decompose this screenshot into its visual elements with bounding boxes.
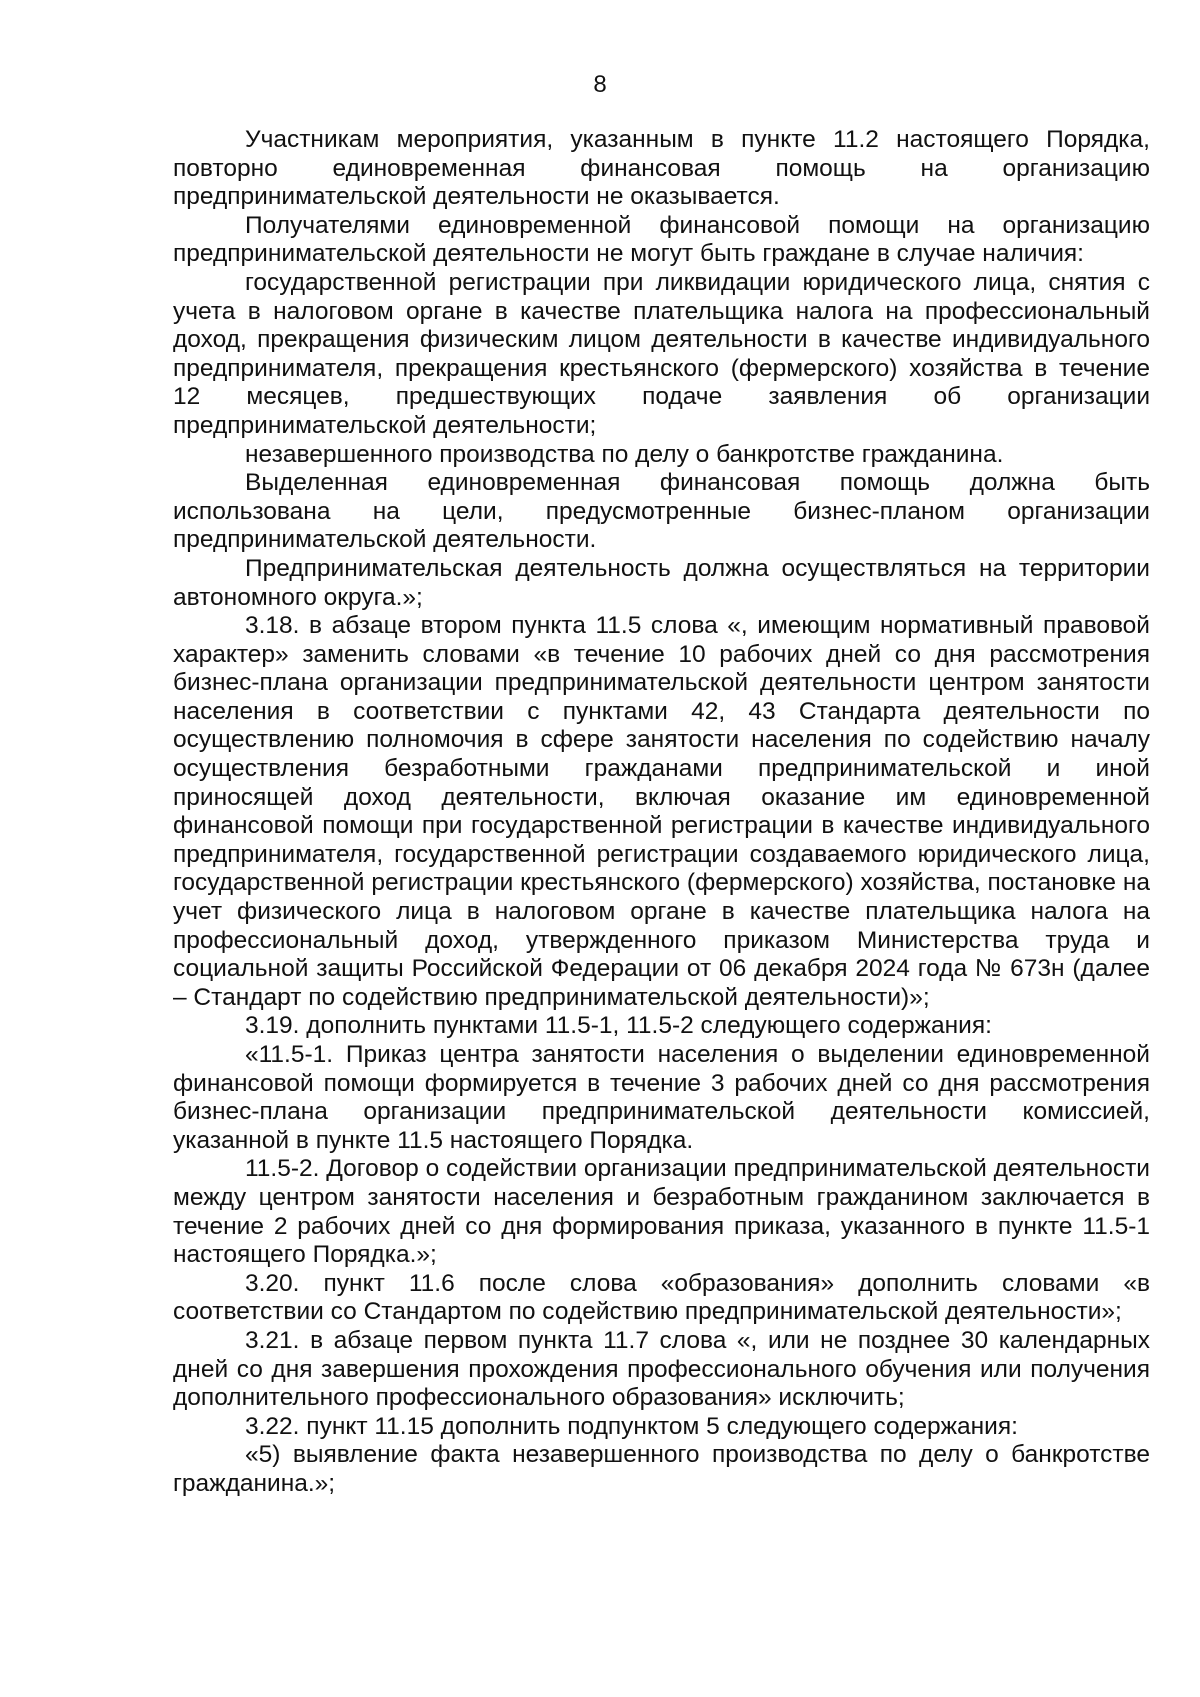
paragraph: 3.19. дополнить пунктами 11.5-1, 11.5-2 следующего содержания: [245,1012,992,1040]
paragraph: «5) выявление факта незавершенного производства по делу о банкротстве гражданина.»; [173,1441,1150,1497]
paragraph: Участникам мероприятия, указанным в пункте 11.2 настоящего Порядка, повторно единовременная финансовая помощь на организацию предпринимательской деятельности не оказывается. [173,126,1150,211]
paragraph: 3.21. в абзаце первом пункта 11.7 слова «, или не позднее 30 календарных дней со дня завершения прохождения профессионального обучения или получения дополнительного профессионального образования» исключить; [173,1326,1150,1412]
paragraph: 3.18. в абзаце втором пункта 11.5 слова «, имеющим нормативный правовой характер» заменить словами «в течение 10 рабочих дней со дня рассмотрения бизнес-плана организации предпринимательской деятельности центром занятости населения в соответствии с пунктами 42, 43 Стандарта деятельности по осуществлению полномочия в сфере занятости населения по содействию началу осуществления безработными гражданами предпринимательской и иной приносящей доход деятельности, включая оказание им единовременной финансовой помощи при государственной регистрации в качестве индивидуального предпринимателя, государственной регистрации создаваемого юридического лица, государственной регистрации крестьянского (фермерского) хозяйства, постановке на учет физического лица в налоговом органе в качестве плательщика налога на профессиональный доход, утвержденного приказом Министерства труда и социальной защиты Российской Федерации от 06 декабря 2024 года № 673н (далее – Стандарт по содействию предпринимательской деятельности)»; [173,612,1150,1011]
paragraph: «11.5-1. Приказ центра занятости населения о выделении единовременной финансовой помощи формируется в течение 3 рабочих дней со дня рассмотрения бизнес-плана организации предпринимательской деятельности комиссией, указанной в пункте 11.5 настоящего Порядка. [173,1041,1150,1154]
paragraph: 11.5-2. Договор о содействии организации предпринимательской деятельности между центром занятости населения и безработным гражданином заключается в течение 2 рабочих дней со дня формирования приказа, указанного в пункте 11.5-1 настоящего Порядка.»; [173,1155,1150,1269]
paragraph: Предпринимательская деятельность должна осуществляться на территории автономного округа.»; [173,554,1150,611]
paragraph: Выделенная единовременная финансовая помощь должна быть использована на цели, предусмотренные бизнес-планом организации предпринимательской деятельности. [173,469,1150,554]
document-body [173,126,1150,1499]
paragraph: 3.22. пункт 11.15 дополнить подпунктом 5 следующего содержания: [245,1412,1018,1440]
paragraph: незавершенного производства по делу о банкротстве гражданина. [245,440,1004,468]
paragraph: государственной регистрации при ликвидации юридического лица, снятия с учета в налоговом органе в качестве плательщика налога на профессиональный доход, прекращения физическим лицом деятельности в качестве индивидуального предпринимателя, прекращения крестьянского (фермерского) хозяйства в течение 12 месяцев, предшествующих подаче заявления об организации предпринимательской деятельности; [173,268,1150,439]
paragraph: 3.20. пункт 11.6 после слова «образования» дополнить словами «в соответствии со Стандартом по содействию предпринимательской деятельности»; [173,1269,1150,1326]
paragraph: Получателями единовременной финансовой помощи на организацию предпринимательской деятельности не могут быть граждане в случае наличия: [173,211,1150,268]
page-number: 8 [593,71,607,98]
